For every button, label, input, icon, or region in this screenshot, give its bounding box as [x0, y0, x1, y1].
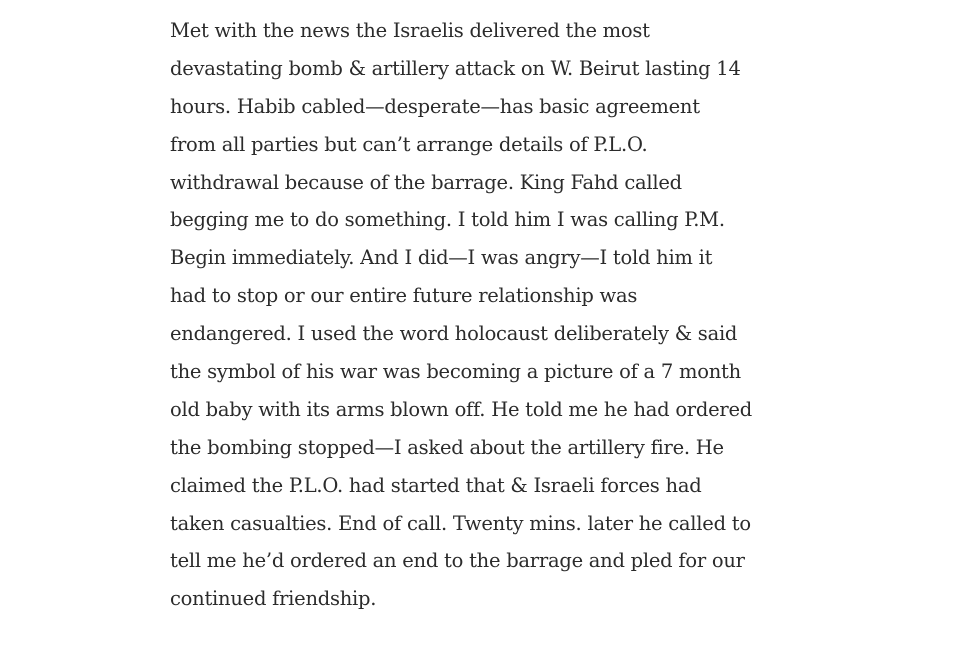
text-line-15: tell me he’d ordered an end to the barrage and pled for our	[170, 549, 745, 573]
text-line-11: old baby with its arms blown off. He told me he had ordered	[170, 397, 752, 421]
body-paragraph	[170, 12, 830, 618]
text-line-9: endangered. I used the word holocaust deliberately & said	[170, 322, 738, 346]
text-line-10: the symbol of his war was becoming a picture of a 7 month	[170, 360, 741, 384]
text-line-2: devastating bomb & artillery attack on W. Beirut lasting 14	[170, 56, 741, 80]
text-line-6: begging me to do something. I told him I was calling P.M.	[170, 208, 725, 232]
text-line-1: Met with the news the Israelis delivered the most	[170, 19, 650, 42]
text-line-14: taken casualties. End of call. Twenty mins. later he called to	[170, 511, 751, 535]
text-line-5: withdrawal because of the barrage. King Fahd called	[170, 170, 682, 194]
text-line-7: Begin immediately. And I did—I was angry—I told him it	[170, 246, 713, 270]
text-line-12: the bombing stopped—I asked about the artillery fire. He	[170, 435, 724, 459]
text-line-8: had to stop or our entire future relationship was	[170, 284, 638, 308]
text-line-13: claimed the P.L.O. had started that & Israeli forces had	[170, 473, 702, 497]
text-line-4: from all parties but can’t arrange details of P.L.O.	[170, 132, 648, 156]
text-line-3: hours. Habib cabled—desperate—has basic agreement	[170, 94, 700, 118]
text-line-16: continued friendship.	[170, 587, 377, 611]
